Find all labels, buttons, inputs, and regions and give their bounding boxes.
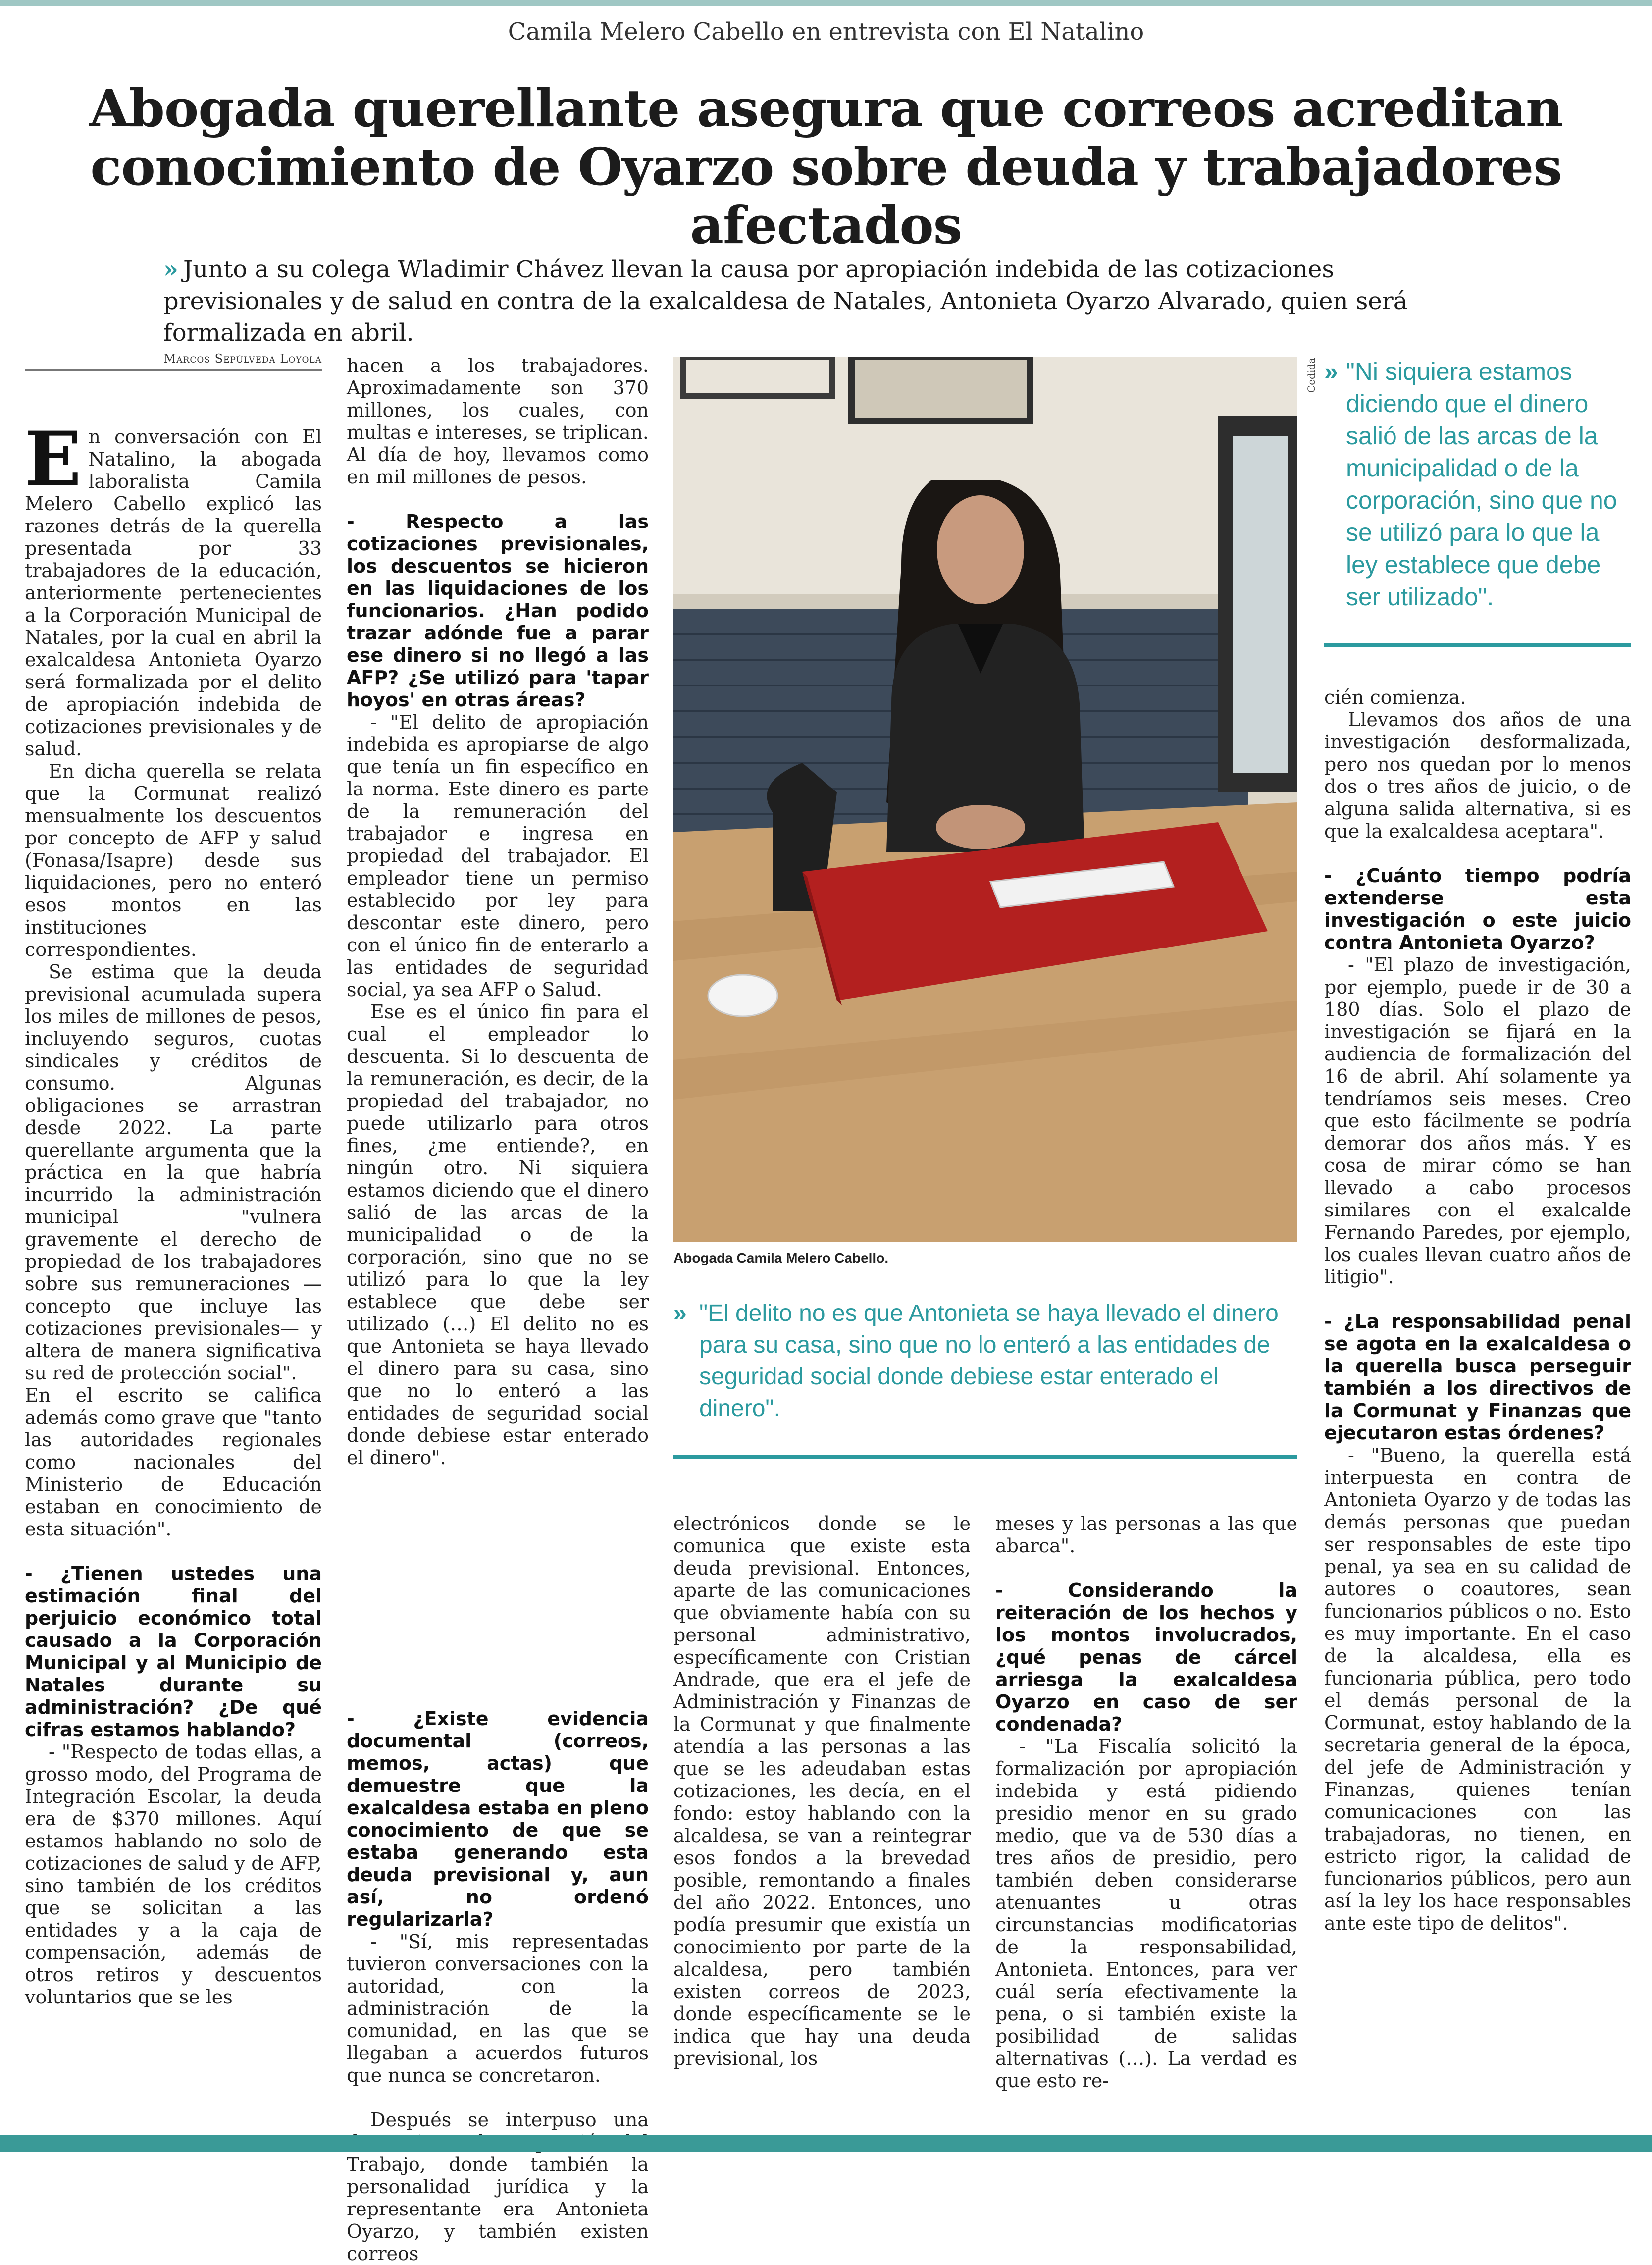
paragraph: Después se interpuso una Trabajo, donde también la personalidad jurídica y la representante era Antonieta Oyarzo, y también existen correos [347, 2109, 649, 2265]
paragraph: - "El plazo de investigación, por ejemplo, puede ir de 30 a 180 días. Solo el plazo de investigación se fijará en la audiencia de formalización del 16 de abril. Ahí solamente ya tendríamos seis meses. Creo que esto fácilmente se podría demorar dos años más. Y es cosa de mirar cómo se han llevado a cabo procesos similares con el exalcalde Fernando Paredes, por ejemplo, los cuales llevan cuatro años de litigio". [1324, 954, 1631, 1288]
pull-quote-center [673, 1298, 1297, 1446]
paragraph: electrónicos donde se le comunica que existe esta deuda previsional. Entonces, aparte de las comunicaciones que obviamente había con su personal administrativo, específicamente con Cristian Andrade, que era el jefe de Administración y Finanzas de la Cormunat y que finalmente atendía a las personas a las que se les adeudaban estas cotizaciones, les decía, en el fondo: estoy hablando con la alcaldesa, se van a reintegrar esos fondos a la brevedad posible, remontando a finales del año 2022. Entonces, uno podía presumir que existía un conocimiento por parte de la alcaldesa, pero también existen correos de 2023, donde específicamente se le indica que hay una deuda previsional, los [673, 1513, 971, 2069]
photo-credit: Cedida [1305, 358, 1317, 393]
paragraph: Ese es el único fin para el cual el empleador lo descuenta. Si lo descuenta de la remuneración, es decir, de la propiedad del trabajador, no puede utilizarlo para otros fines, ¿me entiende?, en ningún otro. Ni siquiera estamos diciendo que el dinero salió de las arcas de la municipalidad o de la corporación, sino que no se utilizó para lo que la ley establece que debe ser utilizado (…) El delito no es que Antonieta se haya llevado el dinero para su casa, sino que no lo enteró a las entidades de seguridad social donde debiese estar enterado el dinero". [347, 1001, 649, 1469]
interview-question: - Respecto a las cotizaciones previsionales, los descuentos se hicieron en las liquidaciones de los funcionarios. ¿Han podido trazar adónde fue a parar ese dinero si no llegó a las AFP? ¿Se utilizó para 'tapar hoyos' en otras áreas? [347, 511, 649, 711]
article-column-5 [1324, 686, 1631, 2108]
pull-quote-rule [1324, 643, 1631, 647]
paragraph: cién comienza. [1324, 686, 1466, 708]
article-column-3 [673, 1513, 971, 2107]
paragraph: - "Bueno, la querella está interpuesta en contra de Antonieta Oyarzo y de todas las demás personas que puedan ser responsables de este tipo penal, ya sea en su calidad de autores o coautores, sean funcionarios públicos o no. Esto es muy importante. En el caso de la alcaldesa, ella es funcionaria pública, pero todo el demás personal de la Cormunat, estoy hablando de la secretaria general de la época, del jefe de Administración y Finanzas, quienes tenían comunicaciones con las trabajadoras, no tienen, en estricto rigor, la calidad de funcionarios públicos, pero aun así la ley los hace responsables ante este tipo de delitos". [1324, 1444, 1631, 1934]
paragraph: Llevamos dos años de una investigación desformalizada, pero nos quedan por lo menos dos o tres años de juicio, o de alguna salida alternativa, si es que la exalcaldesa aceptara". [1324, 709, 1631, 842]
paragraph: - "Respecto de todas ellas, a grosso modo, del Programa de Integración Escolar, la deuda era de $370 millones. Aquí estamos hablando no solo de cotizaciones de salud y de AFP, sino también de los créditos que se solicitan a las entidades y a la caja de compensación, además de otros retiros y descuentos voluntarios que se les [25, 1741, 322, 2008]
paragraph: meses y las personas a las que abarca". [995, 1513, 1297, 1557]
paragraph: - "El delito de apropiación indebida es apropiarse de algo que tenía un fin específico en la norma. Este dinero es parte de la remuneración del trabajador e ingresa en propiedad del trabajador. El empleador tiene un permiso establecido por ley para descontar este dinero, pero con el único fin de enterarlo a las entidades de seguridad social, ya sea AFP o Salud. [347, 711, 649, 1001]
bottom-band [0, 2135, 1652, 2152]
paragraph: - "Sí, mis representadas tuvieron conversaciones con la autoridad, con la administración de la comunidad, en las que se llegaban a acuerdos futuros que nunca se concretaron. [347, 1931, 649, 2086]
paragraph: En el escrito se califica además como grave que "tanto las autoridades regionales como nacionales del Ministerio de Educación estaban en conocimiento de esta situación". [25, 1384, 322, 1540]
pull-quote-rule [673, 1455, 1297, 1459]
subhead [163, 254, 1491, 349]
paragraph: hacen a los trabajadores. Aproximadamente son 370 millones, los cuales, con multas e intereses, se triplican. Al día de hoy, llevamos como en mil millones de pesos. [347, 355, 649, 488]
top-rule [0, 0, 1652, 6]
article-column-2 [347, 355, 649, 1543]
paragraph: - "La Fiscalía solicitó la formalización por apropiación indebida y está pidiendo presidio menor en su grado medio, que va de 530 días a tres años de presidio, pero también deben considerarse atenuantes u otras circunstancias modificatorias de la responsabilidad, Antonieta. Entonces, para ver cuál sería efectivamente la pena, o si también existe la posibilidad de salidas alternativas (…). La verdad es que esto re- [995, 1736, 1297, 2092]
headline [20, 79, 1632, 255]
paragraph: En dicha querella se relata que la Cormunat realizó mensualmente los descuentos por concepto de AFP y salud (Fonasa/Isapre) desde sus liquidaciones, pero no enteró esos montos en las instituciones correspondientes. [25, 760, 322, 960]
article-column-1 [25, 416, 322, 2110]
article-column-2-bottom [347, 1708, 649, 2265]
interview-question: - ¿La responsabilidad penal se agota en la exalcaldesa o la querella busca perseguir también a los directivos de la Cormunat y Finanzas que ejecutaron estas órdenes? [1324, 1311, 1631, 1444]
article-column-4 [995, 1513, 1297, 2107]
interview-question: - ¿Existe evidencia documental (correos, memos, actas) que demuestre que la exalcaldesa estaba en pleno conocimiento de que se estaba generando esta deuda previsional y, aun así, no ordenó regularizarla? [347, 1708, 649, 1930]
interview-question: - ¿Tienen ustedes una estimación final del perjuicio económico total causado a la Corporación Municipal y al Municipio de Natales durante su administración? ¿De qué cifras estamos hablando? [25, 1563, 322, 1740]
chevron-icon: » [1324, 358, 1338, 385]
photo-illustration [673, 357, 1297, 1242]
kicker: Camila Melero Cabello en entrevista con El Natalino [508, 18, 1144, 46]
interview-question: - ¿Cuánto tiempo podría extenderse esta investigación o este juicio contra Antonieta Oyarzo? [1324, 865, 1631, 953]
paragraph: Se estima que la deuda previsional acumulada supera los miles de millones de pesos, incluyendo seguros, cuotas sindicales y créditos de consumo. Algunas obligaciones se arrastran desde 2022. La parte querellante argumenta que la práctica en la que habría incurrido la administración municipal "vulnera gravemente el derecho de propiedad de los trabajadores sobre sus remuneraciones —concepto que incluye las cotizaciones previsionales— y altera de manera significativa su red de protección social". [25, 961, 322, 1384]
photo-caption: Abogada Camila Melero Cabello. [673, 1250, 889, 1265]
headline-line-2: conocimiento de Oyarzo sobre deuda y trabajadores afectados [90, 136, 1562, 256]
paragraph: n conversación con El Natalino, la abogada laboralista Camila Melero Cabello explicó las razones detrás de la querella presentada por 33 trabajadores de la educación, anteriormente pertenecientes a la Corporación Municipal de Natales, por la cual en abril la exalcaldesa Antonieta Oyarzo será formalizada por el delito de apropiación indebida de cotizaciones previsionales y de salud. [25, 426, 322, 760]
lawyer-photo [673, 357, 1297, 1242]
interview-question: - Considerando la reiteración de los hechos y los montos involucrados, ¿qué penas de cárcel arriesga la exalcaldesa Oyarzo en caso de ser condenada? [995, 1580, 1297, 1735]
headline-line-1: Abogada querellante asegura que correos acreditan [89, 78, 1563, 139]
byline: Marcos Sepúlveda Loyola [25, 352, 322, 371]
pull-quote-text: "El delito no es que Antonieta se haya llevado el dinero para su casa, sino que no lo enteró a las entidades de seguridad social donde debiese estar enterado el dinero". [699, 1300, 1279, 1422]
chevron-icon: » [673, 1300, 687, 1326]
subhead-text: Junto a su colega Wladimir Chávez llevan la causa por apropiación indebida de las cotizaciones previsionales y de salud en contra de la exalcaldesa de Natales, Antonieta Oyarzo Alvarado, quien será formalizada en abril. [163, 256, 1408, 347]
drop-cap: E [25, 416, 82, 503]
pull-quote-text: "Ni siquiera estamos diciendo que el dinero salió de las arcas de la municipalidad o de la corporación, sino que no se utilizó para lo que la ley establece que debe ser utilizado". [1346, 358, 1617, 611]
pull-quote-top-right [1324, 356, 1631, 633]
chevron-icon: » [163, 256, 178, 283]
